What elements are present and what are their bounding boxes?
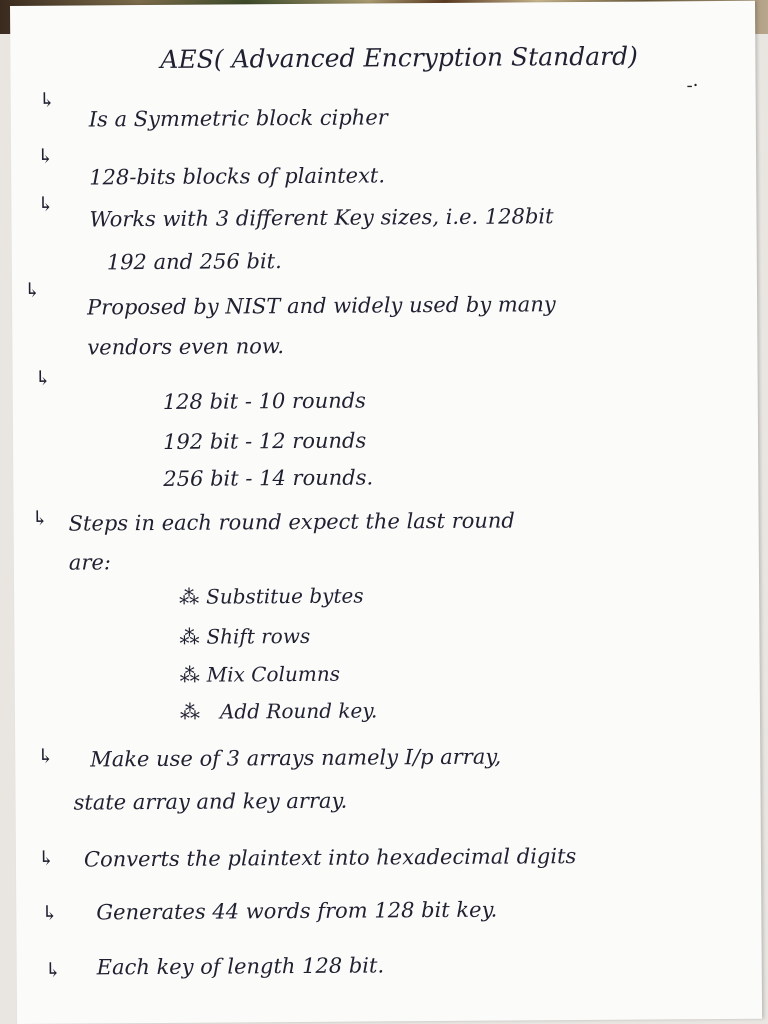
arrow-bullet-icon: ↳	[41, 900, 59, 925]
stray-mark: -·	[686, 75, 699, 97]
point-symmetric-cipher: Is a Symmetric block cipher	[88, 105, 388, 132]
arrow-bullet-icon: ↳	[37, 191, 55, 216]
arrow-bullet-icon: ↳	[38, 87, 56, 112]
point-arrays-line2: state array and key array.	[73, 788, 348, 815]
step-add-round-key: Add Round key.	[219, 698, 378, 724]
point-44-words: Generates 44 words from 128 bit key.	[96, 897, 498, 925]
notebook-page	[10, 1, 762, 1024]
step-mix-columns: Mix Columns	[206, 661, 341, 687]
arrow-bullet-icon: ↳	[37, 845, 55, 870]
step-substitute-bytes: Substitue bytes	[206, 583, 364, 609]
point-hexadecimal: Converts the plaintext into hexadecimal digits	[83, 844, 577, 872]
point-block-size: 128-bits blocks of plaintext.	[89, 163, 386, 190]
point-key-sizes-line2: 192 and 256 bit.	[106, 249, 282, 275]
arrow-bullet-icon: ↳	[23, 277, 41, 302]
star-bullet-icon: ⁂	[179, 662, 200, 687]
point-key-length: Each key of length 128 bit.	[96, 953, 385, 980]
page-title: AES( Advanced Encryption Standard)	[160, 41, 638, 74]
arrow-bullet-icon: ↳	[36, 143, 54, 168]
point-steps-line1: Steps in each round expect the last round	[68, 508, 515, 536]
star-bullet-icon: ⁂	[179, 584, 200, 609]
round-count-128: 128 bit - 10 rounds	[162, 388, 367, 414]
point-key-sizes-line1: Works with 3 different Key sizes, i.e. 128bit	[89, 204, 554, 232]
point-arrays-line1: Make use of 3 arrays namely I/p array,	[90, 744, 502, 772]
star-bullet-icon: ⁂	[179, 624, 200, 649]
arrow-bullet-icon: ↳	[31, 505, 49, 530]
round-count-192: 192 bit - 12 rounds	[162, 428, 367, 454]
star-bullet-icon: ⁂	[179, 699, 201, 724]
point-nist-line1: Proposed by NIST and widely used by many	[87, 292, 556, 320]
round-count-256: 256 bit - 14 rounds.	[163, 465, 374, 491]
arrow-bullet-icon: ↳	[34, 365, 52, 390]
arrow-bullet-icon: ↳	[44, 957, 62, 982]
point-steps-line2: are:	[68, 550, 112, 575]
arrow-bullet-icon: ↳	[37, 743, 55, 768]
step-shift-rows: Shift rows	[206, 623, 311, 649]
point-nist-line2: vendors even now.	[87, 334, 285, 360]
